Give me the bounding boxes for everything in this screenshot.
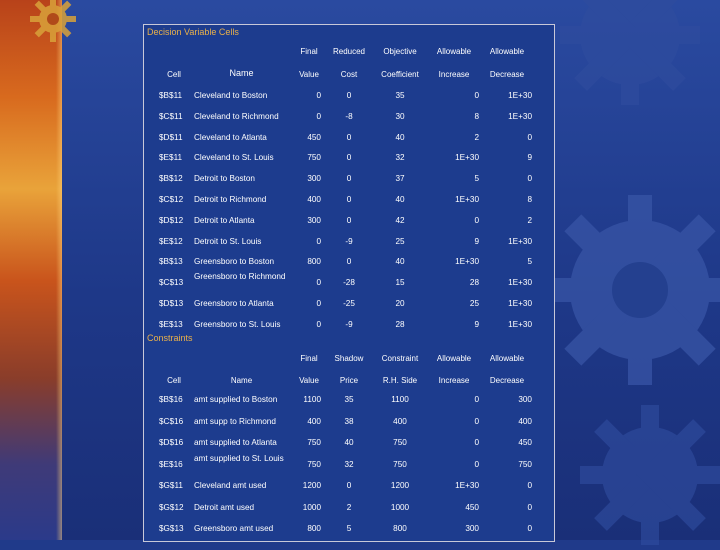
row-name: Detroit to St. Louis xyxy=(194,236,262,246)
row-col4: 0 xyxy=(346,153,352,163)
table-row xyxy=(144,91,554,105)
row-col4: 35 xyxy=(344,395,354,404)
row-cell-ref: $B$11 xyxy=(159,91,183,100)
row-col5: 42 xyxy=(395,215,405,225)
header-value: Value xyxy=(299,70,319,79)
row-value: 0 xyxy=(316,91,321,100)
row-decrease: 750 xyxy=(518,459,532,469)
row-cell-ref: $E$12 xyxy=(159,236,183,246)
table-row xyxy=(144,524,554,538)
gear-icon xyxy=(575,400,720,550)
row-col4: -9 xyxy=(345,319,353,329)
row-col5: 35 xyxy=(395,91,405,100)
sensitivity-report-table xyxy=(143,24,555,542)
row-cell-ref: $D$13 xyxy=(159,299,184,308)
row-decrease: 0 xyxy=(527,174,532,184)
header-allowable: Allowable xyxy=(436,47,472,56)
row-col4: 2 xyxy=(346,502,352,512)
header-coefficient: Coefficient xyxy=(381,70,419,79)
row-decrease: 1E+30 xyxy=(508,278,532,288)
table-row xyxy=(144,195,554,209)
row-increase: 0 xyxy=(474,395,479,404)
row-cell-ref: $E$16 xyxy=(159,459,183,469)
header-price: Price xyxy=(339,376,359,385)
row-cell-ref: $C$13 xyxy=(159,278,184,288)
row-name: Detroit to Atlanta xyxy=(194,215,255,225)
row-name: Cleveland to Boston xyxy=(194,91,268,100)
row-increase: 9 xyxy=(474,319,479,329)
row-col4: 40 xyxy=(344,438,354,447)
row-cell-ref: $E$11 xyxy=(159,153,183,163)
row-increase: 9 xyxy=(474,236,479,246)
row-increase: 0 xyxy=(474,91,479,100)
gear-icon xyxy=(540,190,720,390)
row-cell-ref: $B$16 xyxy=(159,395,183,404)
row-cell-ref: $G$11 xyxy=(159,481,183,490)
row-increase: 0 xyxy=(474,459,479,469)
row-col4: 32 xyxy=(344,459,354,469)
row-value: 750 xyxy=(307,459,321,469)
table-row xyxy=(144,320,554,334)
row-name: Detroit to Richmond xyxy=(194,195,267,204)
row-name: amt supplied to Boston xyxy=(194,395,278,404)
constraints-section-title: Constraints xyxy=(147,333,193,343)
row-name: Greensboro amt used xyxy=(194,524,274,533)
row-increase: 25 xyxy=(469,299,479,308)
header-reduced: Reduced xyxy=(332,47,366,56)
table-row xyxy=(144,112,554,126)
header-shadow: Shadow xyxy=(334,354,364,363)
row-increase: 450 xyxy=(465,502,479,512)
table-row xyxy=(144,257,554,271)
table-row xyxy=(144,453,554,474)
row-name: amt supplied to Atlanta xyxy=(194,438,277,447)
row-cell-ref: $D$11 xyxy=(159,132,183,142)
row-increase: 1E+30 xyxy=(455,195,479,204)
row-decrease: 1E+30 xyxy=(508,299,532,308)
row-value: 0 xyxy=(316,278,321,288)
row-increase: 0 xyxy=(474,438,479,447)
row-col4: -25 xyxy=(343,299,355,308)
row-col4: 38 xyxy=(344,416,354,426)
row-decrease: 8 xyxy=(527,195,532,204)
row-cell-ref: $B$13 xyxy=(159,257,183,267)
row-col5: 40 xyxy=(395,257,405,267)
row-col4: 0 xyxy=(346,257,352,267)
row-decrease: 1E+30 xyxy=(508,236,532,246)
row-value: 750 xyxy=(307,153,321,163)
row-col5: 1200 xyxy=(390,481,410,490)
row-increase: 1E+30 xyxy=(455,257,479,267)
row-col5: 400 xyxy=(393,416,407,426)
row-value: 450 xyxy=(307,132,321,142)
row-cell-ref: $C$16 xyxy=(159,416,184,426)
header-constraint: Constraint xyxy=(381,354,419,363)
row-value: 1000 xyxy=(302,502,321,512)
row-decrease: 1E+30 xyxy=(508,111,532,121)
row-col4: 5 xyxy=(346,524,352,533)
row-value: 1200 xyxy=(302,481,321,490)
row-col4: -9 xyxy=(345,236,353,246)
table-row xyxy=(144,216,554,230)
row-increase: 5 xyxy=(474,174,479,184)
row-name: Cleveland amt used xyxy=(194,481,267,490)
table-row xyxy=(144,133,554,147)
row-cell-ref: $C$12 xyxy=(159,195,184,204)
header-increase: Increase xyxy=(438,70,470,79)
row-decrease: 400 xyxy=(518,416,532,426)
header-name: Name xyxy=(230,376,253,385)
row-decrease: 5 xyxy=(527,257,532,267)
row-col4: 0 xyxy=(346,132,352,142)
row-name: Greensboro to Boston xyxy=(194,257,275,267)
row-decrease: 300 xyxy=(518,395,532,404)
row-cell-ref: $G$13 xyxy=(159,524,184,533)
row-value: 300 xyxy=(307,174,321,184)
row-decrease: 1E+30 xyxy=(508,91,532,100)
gear-icon xyxy=(28,0,78,44)
row-col5: 800 xyxy=(393,524,407,533)
row-decrease: 2 xyxy=(527,215,532,225)
row-col5: 25 xyxy=(395,236,405,246)
row-name: Greensboro to Richmond xyxy=(194,272,286,282)
row-value: 750 xyxy=(307,438,321,447)
row-decrease: 9 xyxy=(527,153,532,163)
row-name: Detroit to Boston xyxy=(194,174,255,184)
row-decrease: 1E+30 xyxy=(508,319,532,329)
gear-icon xyxy=(555,0,705,110)
row-name: Greensboro to Atlanta xyxy=(194,299,274,308)
row-increase: 28 xyxy=(469,278,479,288)
header-objective: Objective xyxy=(383,47,417,56)
row-value: 0 xyxy=(316,236,321,246)
header-decrease: Decrease xyxy=(489,70,525,79)
table-row xyxy=(144,237,554,251)
row-col5: 28 xyxy=(395,319,405,329)
row-value: 300 xyxy=(307,215,321,225)
row-decrease: 0 xyxy=(527,502,532,512)
row-increase: 0 xyxy=(474,215,479,225)
header-value: Value xyxy=(299,376,319,385)
row-name: Cleveland to St. Louis xyxy=(194,153,274,163)
row-col5: 40 xyxy=(395,132,405,142)
table-row xyxy=(144,417,554,431)
row-cell-ref: $B$12 xyxy=(159,174,183,184)
row-increase: 2 xyxy=(474,132,479,142)
row-name: Detroit amt used xyxy=(194,502,255,512)
row-value: 800 xyxy=(307,524,321,533)
table-row xyxy=(144,153,554,167)
header-final: Final xyxy=(300,47,318,56)
row-col4: -28 xyxy=(343,278,355,288)
header-name: Name xyxy=(229,68,254,78)
row-cell-ref: $C$11 xyxy=(159,111,183,121)
row-cell-ref: $E$13 xyxy=(159,319,183,329)
header-allowable: Allowable xyxy=(489,354,525,363)
row-increase: 1E+30 xyxy=(455,481,479,490)
row-col5: 20 xyxy=(395,299,405,308)
header-cost: Cost xyxy=(340,70,358,79)
row-col5: 32 xyxy=(395,153,405,163)
header-decrease: Decrease xyxy=(489,376,525,385)
table-row xyxy=(144,481,554,495)
row-value: 0 xyxy=(316,299,321,308)
table-row xyxy=(144,503,554,517)
row-col5: 750 xyxy=(393,459,407,469)
row-name: amt supplied to St. Louis xyxy=(194,453,284,463)
row-cell-ref: $G$12 xyxy=(159,502,184,512)
row-col5: 37 xyxy=(395,174,405,184)
header-final: Final xyxy=(300,354,318,363)
row-name: Greensboro to St. Louis xyxy=(194,319,281,329)
row-col4: 0 xyxy=(346,174,352,184)
row-col5: 1000 xyxy=(390,502,410,512)
row-cell-ref: $D$16 xyxy=(159,438,184,447)
table-row xyxy=(144,395,554,409)
row-col4: -8 xyxy=(345,111,353,121)
row-col5: 750 xyxy=(393,438,407,447)
row-col5: 1100 xyxy=(391,395,409,404)
row-col4: 0 xyxy=(346,195,352,204)
row-decrease: 0 xyxy=(527,481,532,490)
row-value: 400 xyxy=(307,416,321,426)
row-value: 800 xyxy=(307,257,321,267)
row-value: 400 xyxy=(307,195,321,204)
row-increase: 8 xyxy=(474,111,479,121)
row-col5: 30 xyxy=(395,111,405,121)
row-name: Cleveland to Atlanta xyxy=(194,132,267,142)
row-increase: 0 xyxy=(474,416,479,426)
row-decrease: 450 xyxy=(518,438,532,447)
left-decorative-strip xyxy=(0,0,62,540)
row-col4: 0 xyxy=(346,481,352,490)
header-allowable: Allowable xyxy=(489,47,525,56)
table-row xyxy=(144,174,554,188)
header-cell: Cell xyxy=(167,70,181,79)
row-value: 0 xyxy=(316,319,321,329)
row-value: 0 xyxy=(316,111,321,121)
header-rh-side: R.H. Side xyxy=(382,376,418,385)
table-row xyxy=(144,299,554,313)
row-name: Cleveland to Richmond xyxy=(194,111,279,121)
row-increase: 300 xyxy=(465,524,479,533)
header-allowable: Allowable xyxy=(436,354,472,363)
header-increase: Increase xyxy=(438,376,470,385)
row-col4: 0 xyxy=(346,215,352,225)
row-decrease: 0 xyxy=(527,132,532,142)
table-row xyxy=(144,272,554,292)
row-cell-ref: $D$12 xyxy=(159,215,184,225)
decision-section-title: Decision Variable Cells xyxy=(147,27,239,37)
row-col4: 0 xyxy=(346,91,352,100)
row-value: 1100 xyxy=(303,395,321,404)
row-increase: 1E+30 xyxy=(455,153,479,163)
table-row xyxy=(144,438,554,452)
row-col5: 15 xyxy=(395,278,405,288)
row-name: amt supp to Richmond xyxy=(194,416,276,426)
row-decrease: 0 xyxy=(527,524,532,533)
row-col5: 40 xyxy=(395,195,405,204)
header-cell: Cell xyxy=(167,376,181,385)
